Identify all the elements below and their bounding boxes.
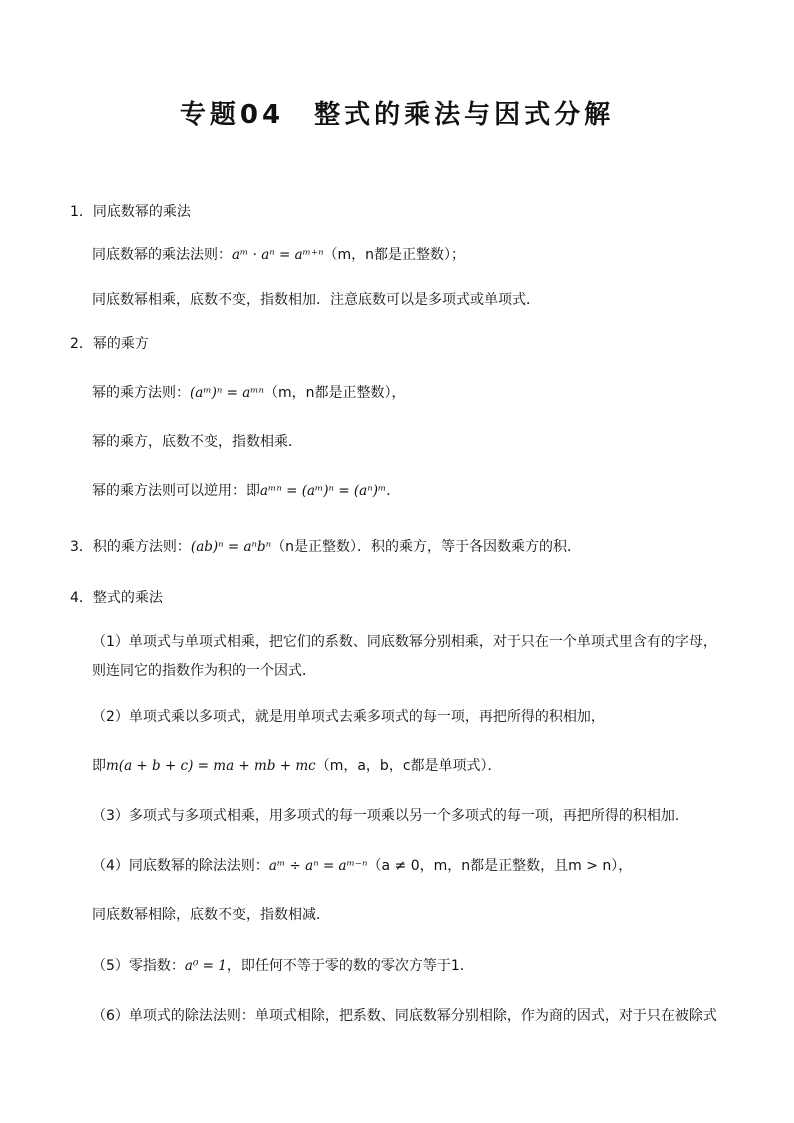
rule-note: （m，n都是正整数）； [323,247,466,263]
rule-text: 即 [92,758,106,774]
rule-note: ． [386,483,401,499]
rule-line [92,956,474,976]
rule-note: ，即任何不等于零的数的零次方等于1． [226,958,474,974]
rule-line [92,245,465,265]
body-text: 同底数幂相乘，底数不变，指数相加．注意底数可以是多项式或单项式． [92,292,540,308]
rule-text: 3．积的乘方法则： [70,539,191,555]
formula: aᵐ · aⁿ = aᵐ⁺ⁿ [232,247,324,263]
rule-note: （m，a，b，c都是单项式）． [315,758,502,774]
formula: a⁰ = 1 [184,958,227,974]
rule-text: （5）零指数： [92,958,185,974]
rule-line [92,856,632,876]
rule-text: 同底数幂的乘法法则： [92,247,232,263]
section-3-line [70,537,581,557]
formula: aᵐ ÷ aⁿ = aᵐ⁻ⁿ [268,858,368,874]
body-text: 则连同它的指数作为积的一个因式． [92,663,316,679]
page-title: 专题04 整式的乘法与因式分解 [179,100,615,130]
rule-line [92,383,406,403]
rule-line [92,481,400,501]
rule-note: （m，n都是正整数）， [264,385,406,401]
body-text: 同底数幂相除，底数不变，指数相减． [92,907,330,923]
section-2-heading: 2．幂的乘方 [70,336,149,352]
body-text: （2）单项式乘以多项式，就是用单项式去乘多项式的每一项，再把所得的积相加， [92,709,605,725]
formula: (ab)ⁿ = aⁿbⁿ [190,539,272,555]
rule-line [92,756,502,776]
rule-text: （4）同底数幂的除法法则： [92,858,269,874]
body-text: （6）单项式的除法法则：单项式相除，把系数、同底数幂分别相除，作为商的因式，对于只在被除式 [92,1008,717,1024]
body-text: （1）单项式与单项式相乘，把它们的系数、同底数幂分别相乘，对于只在一个单项式里含有的字母， [92,634,717,650]
section-1-heading: 1．同底数幂的乘法 [70,204,191,220]
rule-text: 幂的乘方法则： [92,385,190,401]
rule-note: （n是正整数）．积的乘方，等于各因数乘方的积． [271,539,582,555]
formula: aᵐⁿ = (aᵐ)ⁿ = (aⁿ)ᵐ [260,483,387,499]
section-4-heading: 4．整式的乘法 [70,590,163,606]
body-text: 幂的乘方，底数不变，指数相乘． [92,434,302,450]
formula: (aᵐ)ⁿ = aᵐⁿ [190,385,265,401]
body-text: （3）多项式与多项式相乘，用多项式的每一项乘以另一个多项式的每一项，再把所得的积相加． [92,808,689,824]
formula: m(a + b + c) = ma + mb + mc [106,758,316,774]
rule-note: （a ≠ 0，m，n都是正整数，且m > n）， [367,858,633,874]
rule-text: 幂的乘方法则可以逆用：即 [92,483,260,499]
